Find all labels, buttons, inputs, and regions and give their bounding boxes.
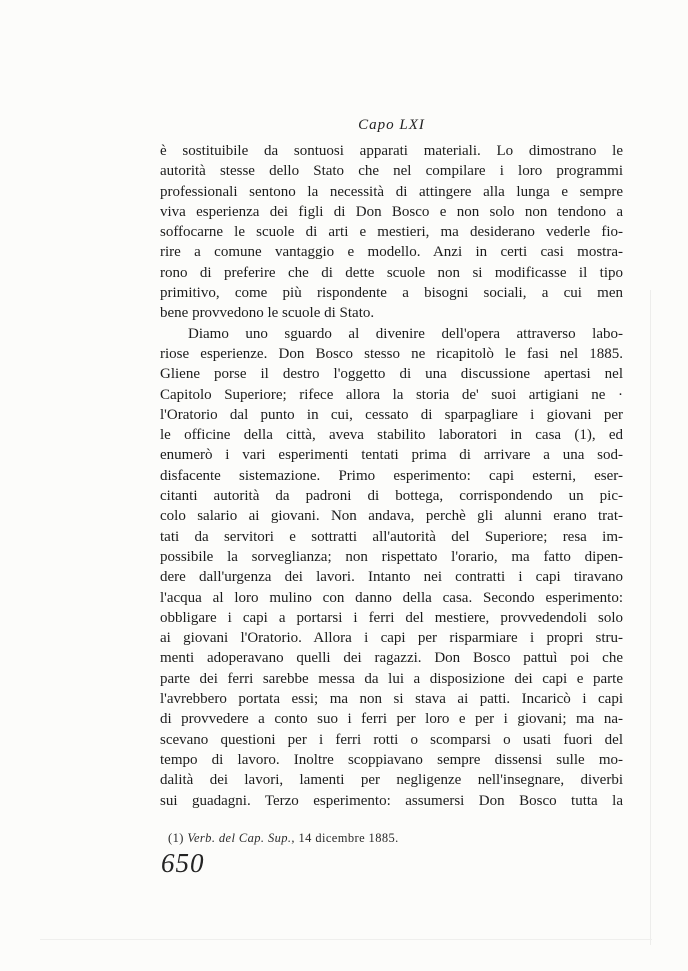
text-line: è sostituibile da sontuosi apparati materiali. Lo dimostrano le (160, 143, 623, 159)
text-line: soffocarne le scuole di arti e mestieri, ma desiderano vederle fio- (160, 224, 623, 241)
paragraph (160, 141, 623, 324)
text-line: colo salario ai giovani. Non andava, perchè gli alunni erano trat- (160, 508, 623, 525)
text-line: possibile la sorveglianza; non rispettato l'orario, ma fatto dipen- (160, 548, 623, 565)
scan-artifact-vertical (650, 290, 651, 945)
page-number: 650 (161, 848, 205, 878)
text-line: citanti autorità da padroni di bottega, corrispondendo un pic- (160, 488, 623, 505)
body-text (160, 141, 623, 811)
text-line: rire a comune vantaggio e modello. Anzi in certi casi mostra- (160, 244, 623, 261)
running-head: Capo LXI (358, 117, 425, 133)
text-line: parte dei ferri sarebbe messa da lui a disposizione dei capi e parte (160, 670, 623, 687)
text-line: Gliene porse il destro l'oggetto di una discussione apertasi nel (160, 366, 623, 383)
text-line: tati da servitori e sottratti all'autorità del Superiore; resa im- (160, 528, 623, 545)
text-line: scevano questioni per i ferri rotti o scomparsi o usati fuori del (160, 731, 623, 748)
scan-artifact-horizontal (40, 939, 652, 940)
text-line: bene provvedono le scuole di Stato. (160, 305, 375, 322)
text-line: enumerò i vari esperimenti tentati prima di arrivare a una sod- (160, 447, 623, 464)
text-line: di provvedere a conto suo i ferri per loro e per i giovani; ma na- (160, 711, 623, 728)
text-line: le officine della città, aveva stabilito laboratori in casa (1), ed (160, 427, 623, 444)
text-line: riose esperienze. Don Bosco stesso ne ricapitolò le fasi nel 1885. (160, 345, 623, 362)
text-line: ai giovani l'Oratorio. Allora i capi per risparmiare i propri stru- (160, 630, 623, 647)
text-line: viva esperienza dei figli di Don Bosco e non solo non tendono a (160, 203, 623, 220)
text-line: l'Oratorio dal punto in cui, cessato di sparpagliare i giovani per (160, 406, 623, 423)
text-line: professionali sentono la necessità di attingere alla lunga e sempre (160, 183, 623, 200)
footnote (168, 831, 598, 846)
text-line: rono di preferire che di dette scuole non si modificasse il tipo (160, 264, 623, 281)
text-line: l'acqua al loro mulino con danno della casa. Secondo esperimento: (160, 589, 623, 606)
text-line: Diamo uno sguardo al divenire dell'opera attraverso labo- (188, 325, 623, 342)
text-line: sui guadagni. Terzo esperimento: assumersi Don Bosco tutta la (160, 792, 623, 809)
footnote-date: 14 dicembre 1885. (298, 831, 399, 845)
text-line: dalità dei lavori, lamenti per negligenze nell'insegnare, diverbi (160, 772, 623, 789)
text-line: disfacente sistemazione. Primo esperimento: capi esterni, eser- (160, 467, 623, 484)
text-line: l'avrebbero portata essi; ma non si stava ai patti. Incaricò i capi (160, 691, 623, 708)
text-line: autorità stesse dello Stato che nel compilare i loro programmi (160, 163, 623, 180)
paragraph (160, 324, 623, 811)
text-line: tempo di lavoro. Inoltre scoppiavano sempre dissensi sulle mo- (160, 751, 623, 768)
footnote-marker: (1) (168, 831, 184, 845)
footnote-source: Verb. del Cap. Sup., (187, 831, 295, 845)
text-line: Capitolo Superiore; rifece allora la storia de' suoi artigiani ne · (160, 386, 623, 403)
text-line: menti adoperavano quelli dei ragazzi. Don Bosco pattuì poi che (160, 650, 623, 667)
text-line: primitivo, come più rispondente a bisogni sociali, a cui men (160, 285, 623, 302)
text-line: dere dall'urgenza dei lavori. Intanto nei contratti i capi tiravano (160, 569, 623, 586)
text-line: obbligare i capi a portarsi i ferri del mestiere, provvedendoli solo (160, 609, 623, 626)
